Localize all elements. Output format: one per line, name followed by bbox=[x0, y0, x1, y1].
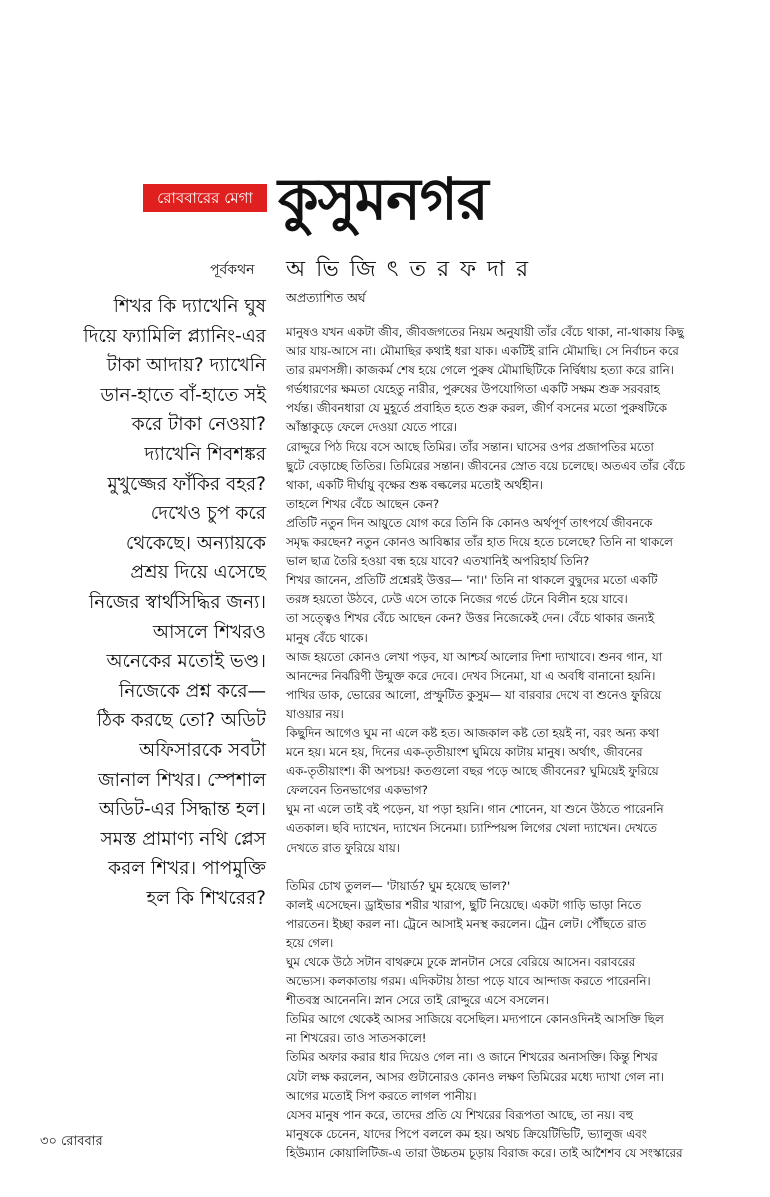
body-line: এতকাল। ছবি দ্যাখেন, দ্যাখেন সিনেমা। চ্যাম্পিয়ন্স লিগের খেলা দ্যাখেন। দেখতে bbox=[286, 821, 657, 836]
body-line: আনন্দের নির্ঝরিণী উন্মুক্ত করে দেবে। দেখব সিনেমা, যা এ অবধি বানানো হয়নি। bbox=[286, 668, 656, 683]
body-line: আঁস্তাকুড়ে ফেলে দেওয়া যেতে পারে। bbox=[286, 420, 458, 435]
body-line: ছুটে বেড়াচ্ছে তিতির। তিমিরের সন্তান। জীবনের স্রোত বয়ে চলেছে। অতএব তাঁর বেঁচে bbox=[286, 458, 685, 473]
pull-quote-line: নিজের স্বার্থসিদ্ধির জন্য। bbox=[89, 591, 266, 613]
story-body bbox=[286, 287, 706, 1163]
body-line: পর্যন্ত। জীবনধারা যে মুহূর্তে প্রবাহিত হতে শুরু করল, জীর্ণ বসনের মতো পুরুষটিকে bbox=[286, 401, 667, 416]
pull-quote bbox=[66, 292, 266, 913]
body-line: রোদ্দুরে পিঠ দিয়ে বসে আছে তিমির। তাঁর সন্তান। ঘাসের ওপর প্রজাপতির মতো bbox=[286, 439, 654, 454]
body-line: কিছুদিন আগেও ঘুম না এলে কষ্ট হত। আজকাল কষ্ট তো হয়ই না, বরং অন্য কথা bbox=[286, 725, 659, 740]
body-line: তিমির অফার করার ধার দিয়েও গেল না। ও জানে শিখরের অনাসক্তি। কিন্তু শিখর bbox=[286, 1050, 658, 1065]
body-line: দেখতে রাত ফুরিয়ে যায়। bbox=[286, 840, 400, 855]
body-line: ঘুম থেকে উঠে সটান বাথরুমে ঢুকে স্নানটান সেরে বেরিয়ে আসেন। বরাবরের bbox=[286, 955, 636, 969]
pull-quote-line: দ্যাখেনি শিবশঙ্কর bbox=[144, 443, 266, 465]
pull-quote-line: দিয়ে ফ্যামিলি প্ল্যানিং-এর bbox=[83, 325, 266, 347]
pull-quote-line: মুখুজ্জের ফাঁকির বহর? bbox=[107, 473, 266, 495]
body-line: আগের মতোই সিপ করতে লাগল পানীয়। bbox=[286, 1088, 477, 1103]
body-line: মানুষকে চেনেন, যাদের পিপে বললে কম হয়। অথচ ক্রিয়েটিভিটি, ভ্যালুজ এবং bbox=[286, 1126, 647, 1141]
body-line: হিউম্যান কোয়ালিটিজ-এ তারা উচ্চতম চূড়ায় বিরাজ করে। তাই আশৈশব যে সংস্কারের bbox=[286, 1145, 683, 1160]
pull-quote-line: আসলে শিখরও bbox=[152, 621, 266, 643]
pull-quote-line: ডান-হাতে বাঁ-হাতে সই bbox=[100, 384, 266, 406]
section-tag: রোববারের মেগা bbox=[143, 184, 267, 212]
body-line: শীতবস্ত্র আনেননি। স্নান সেরে তাই রোদ্দুরে এসে বসলেন। bbox=[286, 993, 549, 1008]
body-line: মনে হয়। মনে হয়, দিনের এক-তৃতীয়াংশ ঘুমিয়ে কাটায় মানুষ। অর্থাৎ, জীবনের bbox=[286, 745, 643, 760]
body-line: গর্ভধারণের ক্ষমতা যেহেতু নারীর, পুরুষের উপযোগিতা একটি সক্ষম শুক্র সরবরাহ bbox=[286, 382, 660, 397]
body-line: আর যায়-আসে না। মৌমাছির কথাই ধরা যাক। একটিই রানি মৌমাছি। সে নির্বাচন করে bbox=[286, 344, 679, 359]
pull-quote-line: করল শিখর। পাপমুক্তি bbox=[108, 858, 266, 880]
pull-quote-line: ঠিক করছে তো? অডিট bbox=[96, 710, 266, 732]
pull-quote-line: অফিসারকে সবটা bbox=[139, 739, 266, 761]
body-line: ফেলবেন তিনভাগের একভাগ? bbox=[286, 783, 428, 798]
body-block-1 bbox=[286, 323, 706, 858]
body-line: যেসব মানুষ পান করে, তাদের প্রতি যে শিখরের বিরূপতা আছে, তা নয়। বহু bbox=[286, 1107, 634, 1122]
pull-quote-line: থেকেছে। অন্যায়কে bbox=[125, 532, 266, 554]
body-line: এক-তৃতীয়াংশ। কী অপচয়! কতগুলো বছর পড়ে আছে জীবনের? ঘুমিয়েই ফুরিয়ে bbox=[286, 764, 659, 779]
body-line: তার রমণসঙ্গী। কাজকর্ম শেষ হয়ে গেলে পুরুষ মৌমাছিটিকে নির্দ্বিধায় হত্যা করে রানি। bbox=[286, 363, 674, 378]
prelude-label: পূর্বকথন bbox=[210, 262, 255, 278]
body-line: ভাল ছাত্র তৈরি হওয়া বন্ধ হয়ে যাবে? এতখানিই অপরিহার্য তিনি? bbox=[286, 554, 590, 569]
page-footer: ৩০ রোববার bbox=[40, 1134, 103, 1149]
pull-quote-line: অনেকের মতোই ভণ্ড। bbox=[106, 651, 266, 673]
body-line: যাওয়ার নয়। bbox=[286, 706, 344, 721]
pull-quote-line: করে টাকা নেওয়া? bbox=[131, 414, 266, 436]
pull-quote-line: টাকা আদায়? দ্যাখেনি bbox=[106, 355, 266, 377]
pull-quote-line: শিখর কি দ্যাখেনি ঘুষ bbox=[113, 296, 266, 317]
body-line: মানুষও যখন একটা জীব, জীবজগতের নিয়ম অনুযায়ী তাঁর বেঁচে থাকা, না-থাকায় কিছু bbox=[286, 325, 684, 339]
body-line: তিমির আগে থেকেই আসর সাজিয়ে বসেছিল। মদ্যপানে কোনওদিনই আসক্তি ছিল bbox=[286, 1012, 664, 1027]
story-title: কুসুমনগর bbox=[278, 165, 488, 233]
body-line: তিমির চোখ তুলল— 'টায়ার্ড? ঘুম হয়েছে ভাল?' bbox=[286, 878, 511, 893]
body-line: সমৃদ্ধ করছেন? নতুন কোনও আবিষ্কার তাঁর হাত দিয়ে হতে চলেছে? তিনি না থাকলে bbox=[286, 535, 673, 550]
body-line: থাকা, একটি দীর্ঘায়ু বৃক্ষের শুষ্ক বল্কলের মতোই অর্থহীন। bbox=[286, 477, 543, 492]
body-line: পারতেন। ইচ্ছা করল না। ট্রেনে আসাই মনস্থ করলেন। ট্রেন লেট। পৌঁছতে রাত bbox=[286, 916, 647, 931]
body-line: তাহলে শিখর বেঁচে আছেন কেন? bbox=[286, 496, 440, 511]
body-line: তা সত্ত্বেও শিখর বেঁচে আছেন কেন? উত্তর নিজেকেই দেন। বেঁচে থাকার জন্যই bbox=[286, 611, 655, 626]
pull-quote-line: দেখেও চুপ করে bbox=[150, 503, 266, 525]
body-line: হয়ে গেল। bbox=[286, 935, 334, 950]
paragraph-gap bbox=[286, 858, 706, 877]
body-line: যেটা লক্ষ করলেন, আসর গুটানোরও কোনও লক্ষণ তিমিরের মধ্যে দ্যাখা গেল না। bbox=[286, 1069, 664, 1084]
body-block-2 bbox=[286, 877, 706, 1163]
pull-quote-line: সমস্ত প্রামাণ্য নথি প্লেস bbox=[100, 828, 266, 850]
chapter-subhead: অপ্রত্যাশিত অর্ঘ bbox=[286, 290, 366, 305]
body-line: কালই এসেছেন। ড্রাইভার শরীর খারাপ, ছুটি নিয়েছে। একটা গাড়ি ভাড়া নিতে bbox=[286, 897, 642, 912]
body-line: শিখর জানেন, প্রতিটি প্রশ্নেরই উত্তর— 'না।' তিনি না থাকলে বুদ্বুদের মতো একটি bbox=[286, 573, 658, 588]
body-line: তরঙ্গ হয়তো উঠবে, ঢেউ এসে তাকে নিজের গর্ভে টেনে বিলীন হয়ে যাবে। bbox=[286, 592, 628, 607]
pull-quote-line: নিজেকে প্রশ্ন করে— bbox=[119, 680, 266, 702]
body-line: প্রতিটি নতুন দিন আয়ুতে যোগ করে তিনি কি কোনও অর্থপূর্ণ তাৎপর্যে জীবনকে bbox=[286, 515, 653, 530]
pull-quote-line: হল কি শিখরের? bbox=[146, 887, 266, 909]
pull-quote-line: অডিট-এর সিদ্ধান্ত হল। bbox=[98, 799, 266, 821]
body-line: মানুষ বেঁচে থাকে। bbox=[286, 630, 368, 645]
pull-quote-line: জানাল শিখর। স্পেশাল bbox=[98, 769, 266, 791]
body-line: ঘুম না এলে তাই বই পড়েন, যা পড়া হয়নি। গান শোনেন, যা শুনে উঠতে পারেননি bbox=[286, 802, 664, 817]
pull-quote-line: প্রশ্রয় দিয়ে এসেছে bbox=[130, 562, 266, 584]
body-line: পাখির ডাক, ভোরের আলো, প্রস্ফুটিত কুসুম— যা বারবার দেখে বা শুনেও ফুরিয়ে bbox=[286, 687, 662, 702]
body-line: অভ্যেস। কলকাতায় গরম। এদিকটায় ঠান্ডা পড়ে যাবে আন্দাজ করতে পারেননি। bbox=[286, 974, 651, 989]
author-name: অ ভি জি ৎ ত র ফ দা র bbox=[286, 257, 531, 282]
body-line: না শিখরের। তাও সাতসকালে! bbox=[286, 1031, 427, 1046]
body-line: আজ হয়তো কোনও লেখা পড়ব, যা আশ্চর্য আলোর দিশা দ্যাখাবে। শুনব গান, যা bbox=[286, 649, 663, 664]
